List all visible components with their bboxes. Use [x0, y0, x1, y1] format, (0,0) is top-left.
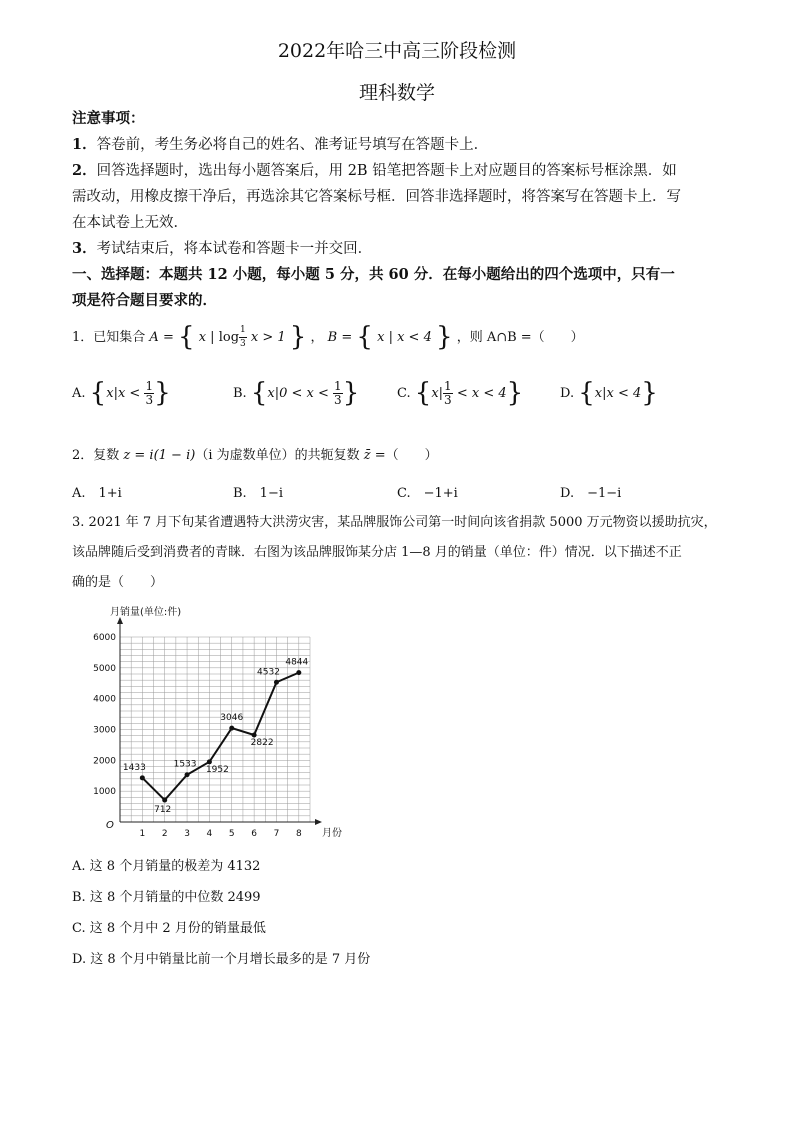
- brace-icon: {: [89, 378, 107, 408]
- y-tick-label: 6000: [93, 633, 116, 643]
- question-1-tail: ，则 A∩B =（ ）: [456, 330, 584, 345]
- data-point: [140, 775, 145, 780]
- x-tick-label: 7: [273, 829, 280, 839]
- set-a-name: A: [149, 330, 159, 345]
- x-tick-label: 8: [295, 829, 302, 839]
- data-point: [229, 726, 234, 731]
- y-tick-label: 3000: [93, 725, 116, 736]
- question-3-line-2: 该品牌随后受到消费者的青睐．右图为该品牌服饰某分店 1—8 月的销量（单位：件）情况．以下描述不正: [72, 545, 682, 560]
- x-tick-label: 2: [161, 829, 168, 839]
- notice-item-1-text: 答卷前，考生务必将自己的姓名、准考证号填写在答题卡上．: [96, 137, 489, 153]
- q1-b-fraction: $\frac{1}{3}$: [334, 379, 342, 407]
- question-2-expression: z = i(1 − i): [123, 448, 196, 463]
- y-tick-label: 4000: [93, 694, 116, 705]
- q1-c-bar: |: [438, 386, 444, 401]
- data-point: [252, 732, 257, 737]
- q1-option-a: [72, 378, 171, 408]
- log-label: log: [218, 330, 240, 345]
- x-axis-label: 月份: [322, 828, 342, 839]
- q1-option-c-label: C.: [397, 386, 411, 401]
- q1-a-var: x: [106, 386, 114, 401]
- q1-d-var: x: [594, 386, 603, 401]
- set-a-var: x: [198, 330, 207, 345]
- x-tick-label: 4: [206, 829, 213, 839]
- q1-c-var: x: [431, 386, 439, 401]
- question-2-stem: [72, 444, 438, 463]
- notice-heading: 注意事项：: [72, 110, 145, 127]
- brace-icon: {: [250, 378, 268, 408]
- data-label: 3046: [220, 713, 244, 724]
- q1-option-a-label: A.: [72, 386, 86, 401]
- brace-icon: }: [154, 378, 171, 408]
- paper-title: 2022年哈三中高三阶段检测: [277, 40, 517, 62]
- question-2-middle: （i 为虚数单位）的共轭复数: [195, 448, 360, 463]
- y-tick-label: 1000: [93, 787, 116, 798]
- set-b-name: B: [327, 330, 338, 345]
- y-axis-arrow-icon: [117, 617, 123, 624]
- q1-option-d-label: D.: [560, 386, 575, 401]
- question-2-conjugate: z̄ =: [363, 448, 386, 463]
- q3-option-a: A. 这 8 个月销量的极差为 4132: [72, 859, 261, 874]
- log-base: $\frac{1}{3}$: [240, 325, 246, 349]
- data-label: 1533: [173, 759, 197, 770]
- q1-c-fraction: $\frac{1}{3}$: [444, 379, 452, 407]
- close-brace-icon: }: [289, 322, 307, 352]
- x-tick-label: 5: [228, 829, 235, 839]
- q1-b-bar: |: [274, 386, 280, 401]
- question-3-line-1: 3. 2021 年 7 月下旬某省遭遇特大洪涝灾害，某品牌服饰公司第一时间向该省捐款 5000 万元物资以援助抗灾，: [72, 515, 717, 530]
- notice-item-2-line-1: 回答选择题时，选出每小题答案后，用 2B 铅笔把答题卡上对应题目的答案标号框涂黑．如: [96, 163, 677, 179]
- set-b-condition: x < 4: [397, 330, 432, 345]
- q1-option-b: [233, 378, 359, 408]
- equals-sign-b: =: [341, 330, 353, 345]
- q2-option-d: D. −1−i: [560, 486, 622, 501]
- notice-item-2-number: 2．: [72, 162, 97, 179]
- paper-subtitle: 理科数学: [358, 82, 435, 104]
- notice-item-3-number: 3．: [72, 240, 97, 257]
- data-point: [296, 670, 301, 675]
- q1-option-c: [397, 378, 523, 408]
- brace-icon: {: [578, 378, 595, 408]
- q2-option-c: C. −1+i: [397, 486, 458, 501]
- q2-option-b: B. 1−i: [233, 486, 284, 501]
- data-point: [185, 772, 190, 777]
- q1-d-cond: x < 4: [606, 386, 642, 401]
- notice-item-2-line-2: 需改动，用橡皮擦干净后，再选涂其它答案标号框．回答非选择题时，将答案写在答题卡上．写: [72, 189, 681, 205]
- data-label: 4844: [285, 657, 309, 668]
- question-1-stem: [72, 322, 584, 352]
- q3-option-b: B. 这 8 个月销量的中位数 2499: [72, 890, 261, 905]
- set-b-var: x: [377, 330, 385, 345]
- set-a-condition: x > 1: [250, 330, 286, 345]
- q1-a-cond: x <: [117, 386, 141, 401]
- comma: ，: [310, 330, 324, 345]
- x-tick-label: 6: [251, 829, 257, 839]
- q1-option-d: [560, 378, 658, 408]
- data-point: [207, 759, 212, 764]
- x-axis-arrow-icon: [315, 819, 322, 825]
- data-label: 1433: [122, 762, 146, 773]
- brace-icon: {: [414, 378, 432, 408]
- y-tick-label: 2000: [93, 756, 116, 767]
- data-label: 712: [154, 805, 172, 816]
- x-tick-label: 1: [139, 829, 146, 839]
- q1-c-cond: < x < 4: [456, 386, 507, 401]
- q3-option-c: C. 这 8 个月中 2 月份的销量最低: [72, 921, 266, 936]
- brace-icon: }: [641, 378, 658, 408]
- y-axis-label: 月销量(单位:件): [110, 607, 182, 618]
- data-point: [274, 680, 279, 685]
- close-brace-b-icon: }: [436, 322, 453, 352]
- x-tick-label: 3: [184, 829, 190, 839]
- section-1-line-2: 项是符合题目要求的．: [72, 292, 217, 309]
- set-a-bar: |: [210, 330, 215, 345]
- data-point: [162, 798, 167, 803]
- question-1-prefix: 1．已知集合: [72, 330, 146, 345]
- section-1-line-1: 一、选择题：本题共 12 小题，每小题 5 分，共 60 分．在每小题给出的四个选项中，只有一: [72, 266, 675, 283]
- q1-b-var: x: [267, 386, 275, 401]
- equals-sign: =: [162, 330, 174, 345]
- q3-option-d: D. 这 8 个月中销量比前一个月增长最多的是 7 月份: [72, 952, 371, 967]
- q1-d-bar: |: [602, 386, 607, 401]
- q1-a-bar: |: [113, 386, 118, 401]
- notice-item-1-number: 1．: [72, 136, 97, 153]
- question-2-tail: （ ）: [385, 448, 438, 463]
- brace-icon: }: [342, 378, 360, 408]
- q1-a-fraction: $\frac{1}{3}$: [145, 379, 154, 407]
- notice-item-3-text: 考试结束后，将本试卷和答题卡一并交回．: [96, 241, 373, 257]
- notice-item-3: [72, 236, 722, 262]
- question-2-prefix: 2．复数: [72, 448, 120, 463]
- open-brace-icon: {: [178, 322, 195, 352]
- data-label: 1952: [205, 764, 229, 775]
- brace-icon: }: [506, 378, 524, 408]
- q2-option-a: A. 1+i: [72, 486, 122, 501]
- data-label: 4532: [257, 667, 280, 678]
- open-brace-b-icon: {: [356, 322, 373, 352]
- y-tick-label: 5000: [93, 663, 116, 674]
- notice-item-1: [72, 132, 722, 158]
- q1-b-cond: 0 < x <: [279, 386, 329, 401]
- q1-option-b-label: B.: [233, 386, 247, 401]
- notice-item-2: [72, 158, 722, 184]
- set-b-bar: |: [388, 330, 393, 345]
- question-3-line-3: 确的是（ ）: [72, 575, 164, 590]
- notice-item-2-line-3: 在本试卷上无效．: [72, 215, 188, 231]
- monthly-sales-chart: [80, 600, 350, 845]
- origin-label: O: [106, 820, 114, 831]
- data-label: 2822: [250, 737, 274, 748]
